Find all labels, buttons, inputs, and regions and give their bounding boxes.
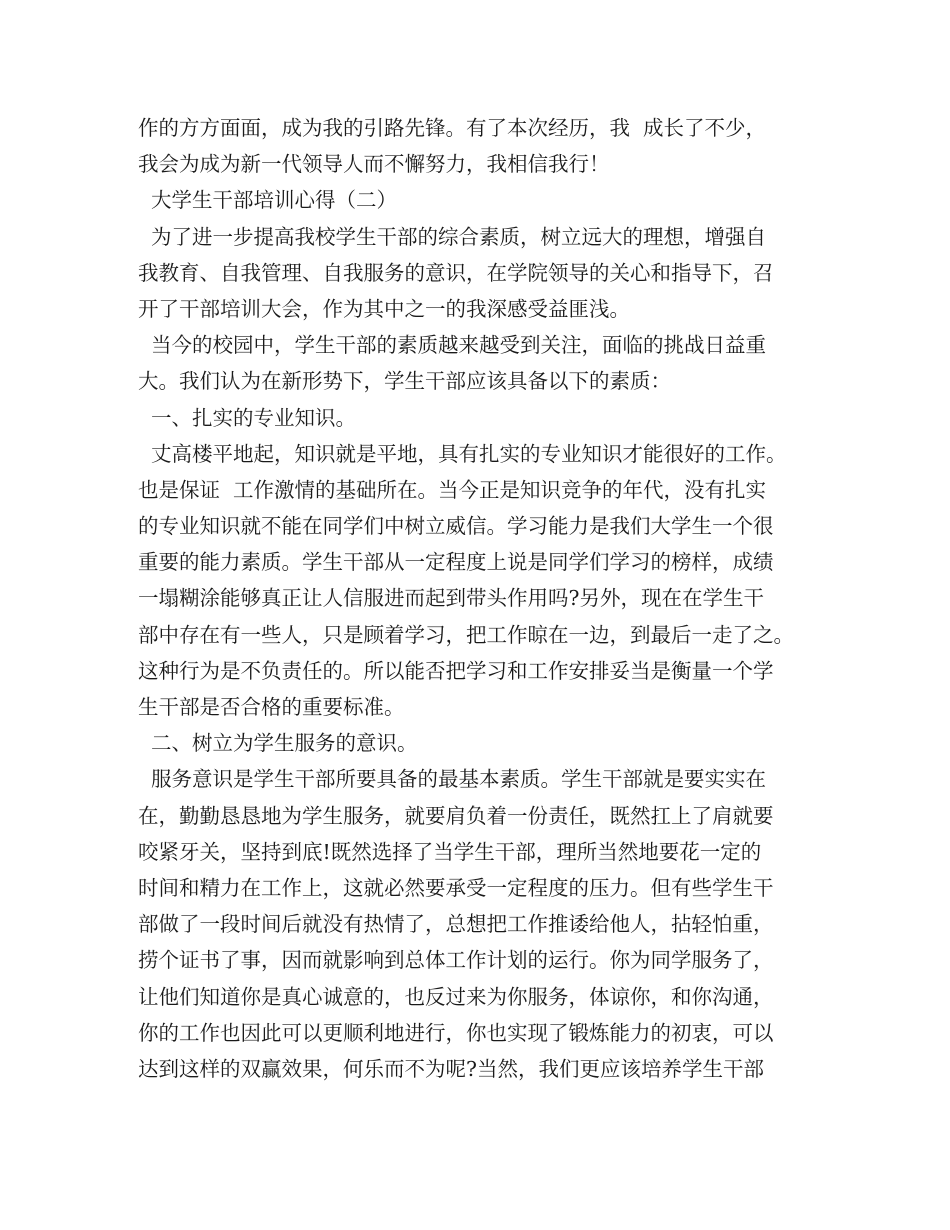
text-line: 服务意识是学生干部所要具备的最基本素质。学生干部就是要实实在 [138,767,767,792]
subsection-heading: 一、扎实的专业知识。 [138,405,357,430]
text-line: 达到这样的双赢效果，何乐而不为呢?当然，我们更应该培养学生干部 [138,1056,764,1081]
text-line: 你的工作也因此可以更顺利地进行，你也实现了锻炼能力的初衷，可以 [138,1020,774,1045]
text-line: 作的方方面面，成为我的引路先锋。有了本次经历，我 成长了不少， [138,116,767,140]
text-line: 大。我们认为在新形势下，学生干部应该具备以下的素质： [138,369,671,394]
text-line: 这种行为是不负责任的。所以能否把学习和工作安排妥当是衡量一个学 [138,658,774,683]
text-line: 当今的校园中，学生干部的素质越来越受到关注，面临的挑战日益重 [138,333,767,358]
text-line: 我会为成为新一代领导人而不懈努力，我相信我行！ [138,152,610,177]
text-line: 捞个证书了事，因而就影响到总体工作计划的运行。你为同学服务了， [138,948,774,973]
document-body [138,110,838,1087]
subsection-heading: 二、树立为学生服务的意识。 [138,731,418,756]
section-heading: 大学生干部培训心得（二） [138,188,398,213]
text-line: 让他们知道你是真心诚意的，也反过来为你服务，体谅你，和你沟通， [138,984,774,1009]
text-line: 一塌糊涂能够真正让人信服进而起到带头作用吗?另外，现在在学生干 [138,586,764,611]
text-line: 开了干部培训大会，作为其中之一的我深感受益匪浅。 [138,296,630,321]
text-line: 部中存在有一些人，只是顾着学习，把工作晾在一边，到最后一走了之。 [138,622,794,647]
text-line: 为了进一步提高我校学生干部的综合素质，树立远大的理想，增强自 [138,224,767,249]
text-line: 我教育、自我管理、自我服务的意识，在学院领导的关心和指导下，召 [138,260,774,285]
text-line: 重要的能力素质。学生干部从一定程度上说是同学们学习的榜样，成绩 [138,550,774,575]
text-line: 咬紧牙关，坚持到底!既然选择了当学生干部，理所当然地要花一定的 [138,839,762,864]
text-line: 部做了一段时间后就没有热情了，总想把工作推诿给他人，拈轻怕重， [138,912,774,937]
text-line: 也是保证 工作激情的基础所在。当今正是知识竞争的年代，没有扎实 [138,477,767,502]
text-line: 在，勤勤恳恳地为学生服务，就要肩负着一份责任，既然扛上了肩就要 [138,803,774,828]
text-line: 丈高楼平地起，知识就是平地，具有扎实的专业知识才能很好的工作。 [138,441,787,466]
text-line: 时间和精力在工作上，这就必然要承受一定程度的压力。但有些学生干 [138,875,774,900]
text-line: 生干部是否合格的重要标准。 [138,695,405,719]
text-line: 的专业知识就不能在同学们中树立威信。学习能力是我们大学生一个很 [138,514,774,539]
